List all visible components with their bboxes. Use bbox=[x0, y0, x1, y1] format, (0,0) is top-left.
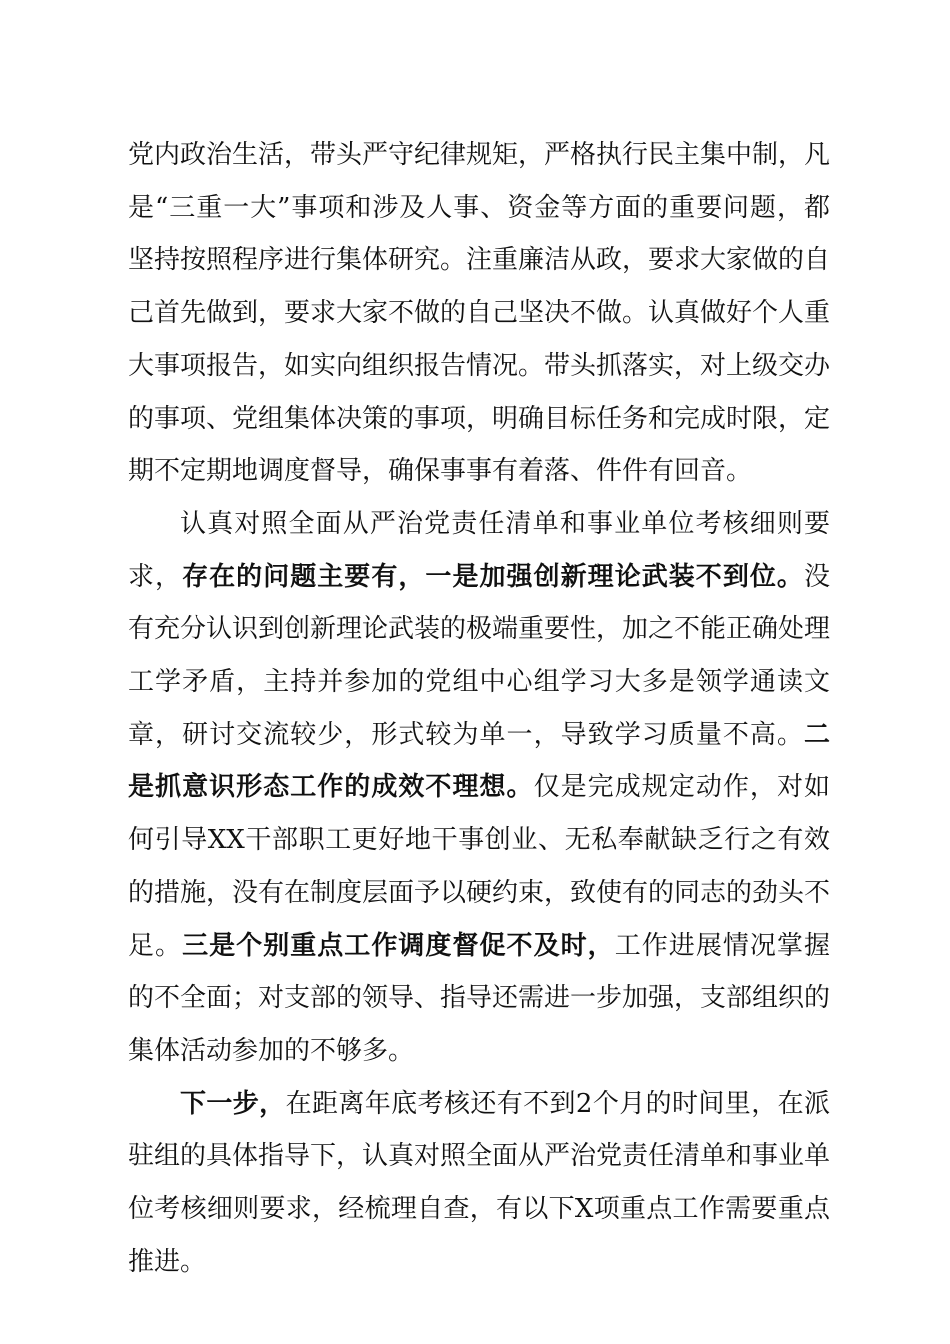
paragraph-2-intro: 认真对照全面从严治党责任清单和事业单位考核细则要求， bbox=[128, 508, 830, 592]
issue-2-text: 仅是完成规定动作，对如何引导XX干部职工更好地干事创业、无私奉献缺乏行之有效的措施，没有在制度层面予以硬约束，致使有的同志的劲头不足。 bbox=[128, 772, 831, 961]
issue-3-heading: 三是个别重点工作调度督促不及时， bbox=[182, 930, 615, 961]
paragraph-1 bbox=[128, 129, 830, 498]
paragraph-3 bbox=[128, 1078, 830, 1289]
next-step-heading: 下一步， bbox=[180, 1088, 286, 1119]
paragraph-2 bbox=[128, 498, 830, 1078]
document-page bbox=[128, 129, 830, 1288]
issue-1-heading: 存在的问题主要有，一是加强创新理论武装不到位。 bbox=[182, 561, 804, 592]
paragraph-1-text: 党内政治生活，带头严守纪律规矩，严格执行民主集中制，凡是“三重一大”事项和涉及人事、资金等方面的重要问题，都坚持按照程序进行集体研究。注重廉洁从政，要求大家做的自己首先做到，要求大家不做的自己坚决不做。认真做好个人重大事项报告，如实向组织报告情况。带头抓落实，对上级交办的事项、党组集体决策的事项，明确目标任务和完成时限，定期不定期地调度督导，确保事事有着落、件件有回音。 bbox=[128, 140, 831, 487]
issue-2-heading: 二是抓意识形态工作的成效不理想。 bbox=[128, 719, 830, 803]
next-step-text: 在距离年底考核还有不到2个月的时间里，在派驻组的具体指导下，认真对照全面从严治党责任清单和事业单位考核细则要求，经梳理自查，有以下X项重点工作需要重点推进。 bbox=[128, 1088, 831, 1277]
issue-3-text: 工作进展情况掌握的不全面；对支部的领导、指导还需进一步加强，支部组织的集体活动参加的不够多。 bbox=[128, 930, 831, 1066]
issue-1-text: 没有充分认识到创新理论武装的极端重要性，加之不能正确处理工学矛盾，主持并参加的党组中心组学习大多是领学通读文章，研讨交流较少，形式较为单一，导致学习质量不高。 bbox=[128, 561, 831, 750]
